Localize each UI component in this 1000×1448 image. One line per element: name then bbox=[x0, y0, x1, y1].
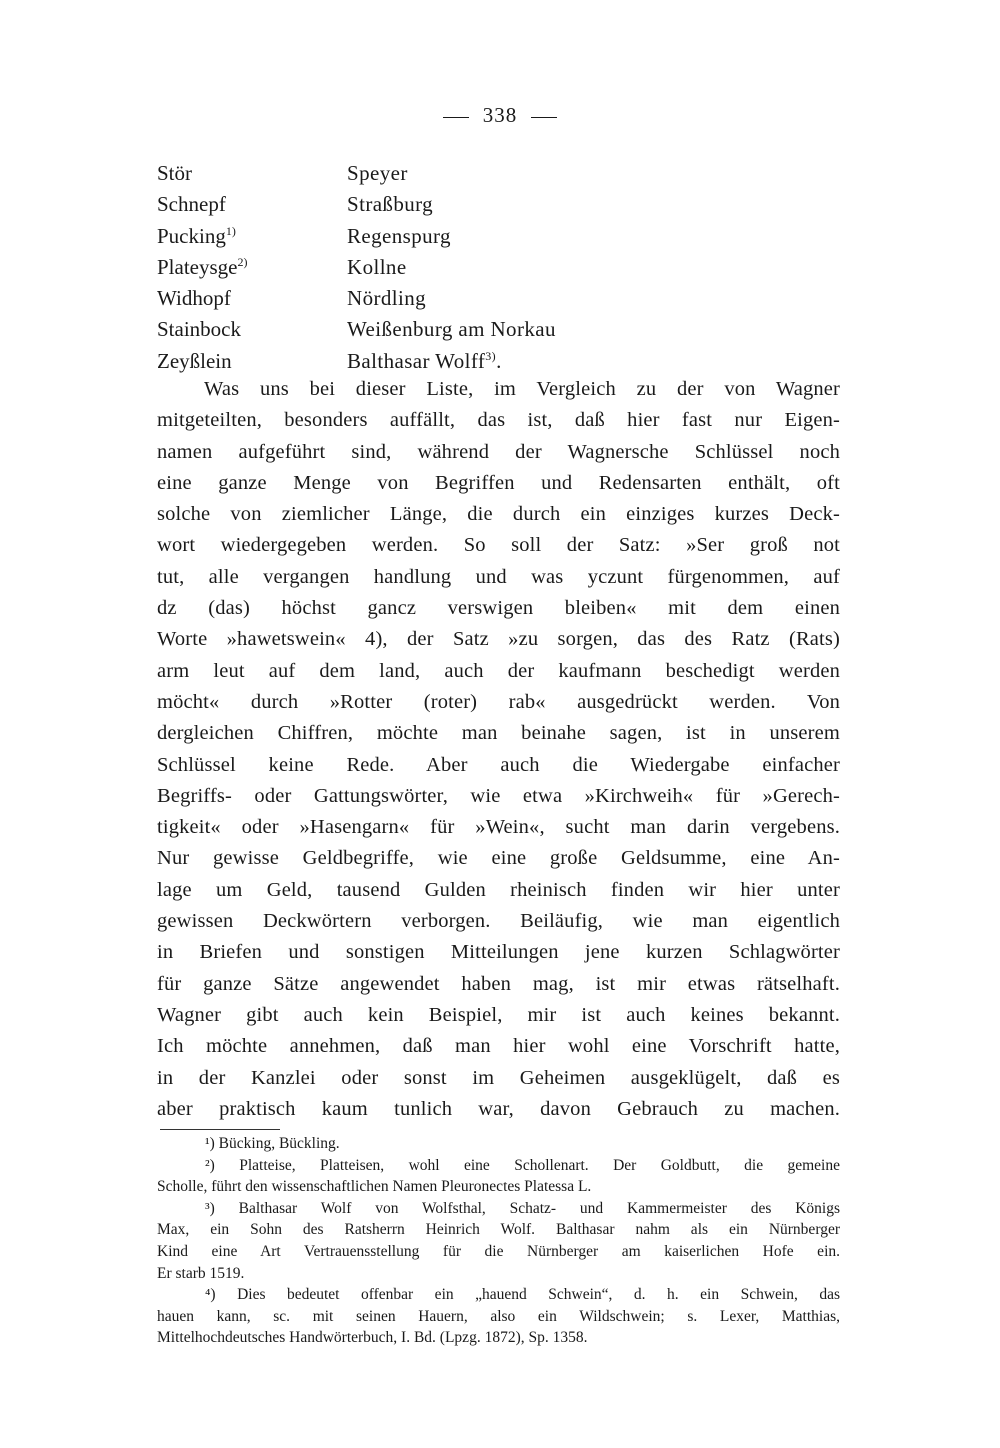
body-line: Wagner gibt auch kein Beispiel, mir ist auch keines bekannt. bbox=[157, 1003, 840, 1026]
body-line: Schlüssel keine Rede. Aber auch die Wiedergabe einfacher bbox=[157, 753, 840, 776]
key-row bbox=[157, 221, 857, 252]
footnote-line: hauen kann, sc. mit seinen Hauern, also ein Wildschwein; s. Lexer, Matthias, bbox=[157, 1307, 840, 1325]
footnote-line: Max, ein Sohn des Ratsherrn Heinrich Wolf. Balthasar nahm als ein Nürnberger bbox=[157, 1221, 840, 1239]
body-line: in Briefen und sonstigen Mitteilungen jene kurzen Schlagwörter bbox=[157, 941, 840, 964]
key-meaning-tail: . bbox=[496, 348, 502, 373]
key-row bbox=[157, 283, 857, 314]
dash-left bbox=[443, 117, 469, 118]
body-line: wort wiedergegeben werden. So soll der Satz: »Ser groß not bbox=[157, 534, 840, 557]
key-term-text: Pucking bbox=[157, 223, 226, 248]
body-line: Worte »hawetswein« 4), der Satz »zu sorgen, das des Ratz (Rats) bbox=[157, 628, 840, 651]
body-line: namen aufgeführt sind, während der Wagnersche Schlüssel noch bbox=[157, 440, 840, 463]
footnote-line: Kind eine Art Vertrauensstellung für die Nürnberger am kaiserlichen Hofe ein. bbox=[157, 1242, 840, 1260]
key-meaning: Speyer bbox=[347, 161, 408, 185]
body-line: dz (das) höchst gancz verswigen bleiben« mit dem einen bbox=[157, 597, 840, 620]
key-row bbox=[157, 314, 857, 345]
body-line: Begriffs- oder Gattungswörter, wie etwa »Kirchweih« für »Gerech- bbox=[157, 784, 840, 807]
key-row bbox=[157, 346, 857, 377]
footnote-line: Mittelhochdeutsches Handwörterbuch, I. Bd. (Lpzg. 1872), Sp. 1358. bbox=[157, 1329, 588, 1347]
key-row bbox=[157, 158, 857, 189]
body-line: aber praktisch kaum tunlich war, davon Gebrauch zu machen. bbox=[157, 1097, 840, 1120]
body-line: in der Kanzlei oder sonst im Geheimen ausgeklügelt, daß es bbox=[157, 1066, 840, 1089]
key-meaning-text: Balthasar Wolff bbox=[347, 348, 486, 373]
footnote-divider bbox=[160, 1129, 280, 1130]
footnote-ref: 1) bbox=[225, 223, 236, 238]
key-meaning bbox=[347, 346, 502, 377]
key-term bbox=[157, 252, 247, 283]
body-line: möcht« durch »Rotter (roter) rab« ausgedrückt werden. Von bbox=[157, 690, 840, 713]
body-line: tigkeit« oder »Hasengarn« für »Wein«, sucht man darin vergebens. bbox=[157, 816, 840, 839]
body-line: eine ganze Menge von Begriffen und Redensarten enthält, oft bbox=[157, 471, 840, 494]
body-line: tut, alle vergangen handlung und was yczunt fürgenommen, auf bbox=[157, 565, 840, 588]
key-term: Stör bbox=[157, 161, 193, 185]
footnote-line: ³) Balthasar Wolf von Wolfsthal, Schatz- und Kammermeister des Königs bbox=[205, 1199, 840, 1217]
body-line: Was uns bei dieser Liste, im Vergleich zu der von Wagner bbox=[204, 378, 840, 400]
footnote-line: ²) Platteise, Platteisen, wohl eine Schollenart. Der Goldbutt, die gemeine bbox=[205, 1156, 840, 1174]
body-paragraph bbox=[157, 374, 840, 1125]
footnote-line: Scholle, führt den wissenschaftlichen Namen Pleuronectes Platessa L. bbox=[157, 1178, 592, 1196]
body-line: arm leut auf dem land, auch der kaufmann beschedigt werden bbox=[157, 659, 840, 682]
key-meaning: Regenspurg bbox=[347, 223, 451, 248]
key-term: Schnepf bbox=[157, 192, 226, 217]
key-row bbox=[157, 189, 857, 220]
cipher-key-list bbox=[157, 158, 857, 377]
page-number bbox=[0, 103, 1000, 128]
key-term-text: Plateysge bbox=[157, 254, 238, 279]
key-meaning: Straßburg bbox=[347, 192, 434, 217]
body-line: gewissen Deckwörtern verborgen. Beiläufig, wie man eigentlich bbox=[157, 910, 840, 933]
key-meaning: Nördling bbox=[347, 286, 427, 311]
body-line: Nur gewisse Geldbegriffe, wie eine große Geldsumme, eine An- bbox=[157, 847, 840, 870]
key-term bbox=[157, 221, 236, 252]
key-term: Widhopf bbox=[157, 286, 231, 311]
key-row bbox=[157, 252, 857, 283]
body-line: für ganze Sätze angewendet haben mag, ist mir etwas rätselhaft. bbox=[157, 972, 840, 995]
body-line: lage um Geld, tausend Gulden rheinisch finden wir hier unter bbox=[157, 878, 840, 901]
footnote-ref: 2) bbox=[237, 254, 248, 269]
footnote-line: Er starb 1519. bbox=[157, 1264, 245, 1282]
footnote-ref: 3) bbox=[485, 348, 497, 363]
key-meaning: Kollne bbox=[347, 254, 407, 279]
dash-right bbox=[531, 117, 557, 118]
key-term: Zeyßlein bbox=[157, 348, 232, 373]
key-term: Stainbock bbox=[157, 317, 241, 342]
body-line: mitgeteilten, besonders auffällt, das ist, daß hier fast nur Eigen- bbox=[157, 409, 840, 432]
page-number-text: 338 bbox=[482, 103, 518, 127]
footnote-line: ⁴) Dies bedeutet offenbar ein „hauend Schwein“, d. h. ein Schwein, das bbox=[205, 1286, 840, 1304]
body-line: dergleichen Chiffren, möchte man beinahe sagen, ist in unserem bbox=[157, 722, 840, 745]
footnote-line: ¹) Bücking, Bückling. bbox=[205, 1135, 340, 1152]
footnotes bbox=[157, 1133, 840, 1349]
body-line: solche von ziemlicher Länge, die durch ein einziges kurzes Deck- bbox=[157, 503, 840, 526]
body-line: Ich möchte annehmen, daß man hier wohl eine Vorschrift hatte, bbox=[157, 1035, 840, 1058]
key-meaning: Weißenburg am Norkau bbox=[347, 317, 556, 342]
